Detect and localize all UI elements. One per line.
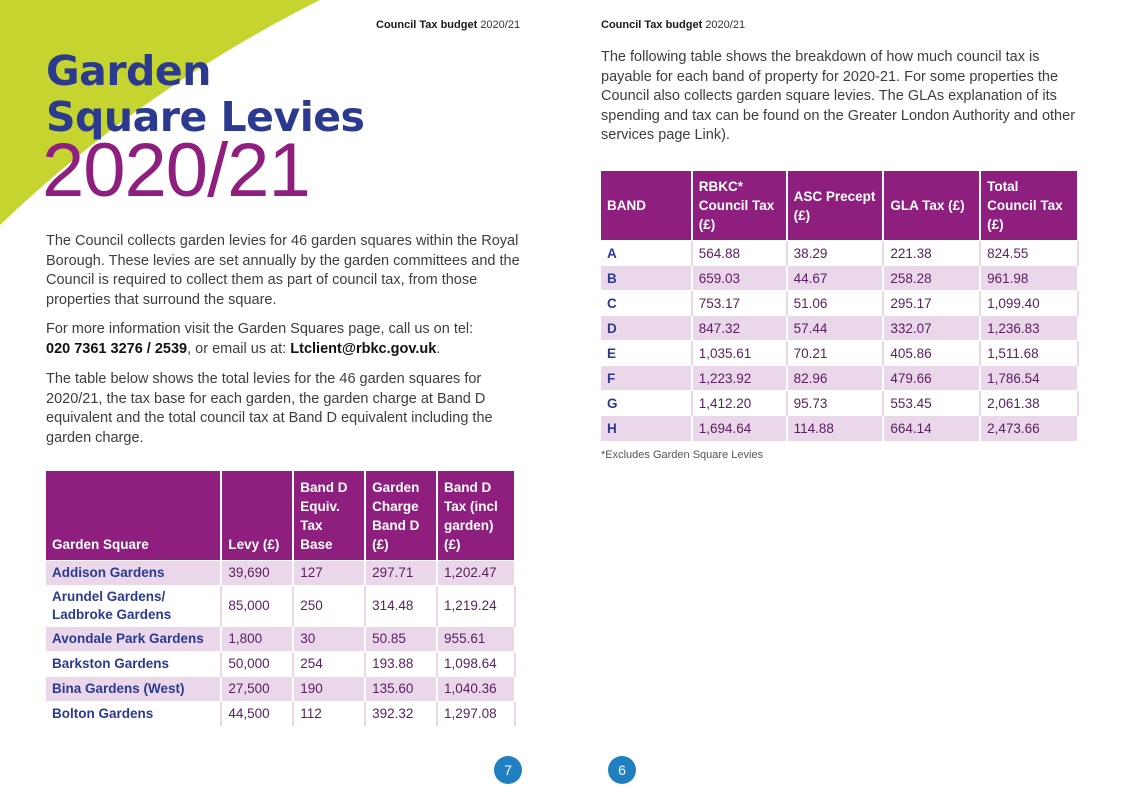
band-col-header: Total Council Tax (£) [980, 171, 1078, 241]
council-tax-band-table [601, 171, 1079, 441]
garden-col-header: Garden Charge Band D (£) [365, 471, 437, 560]
gla-tax-cell: 405.86 [883, 341, 980, 366]
contact-paragraph [46, 320, 521, 359]
asc-precept-cell: 95.73 [787, 391, 884, 416]
levy-cell: 27,500 [221, 676, 293, 701]
rbkc-tax-cell: 753.17 [692, 291, 787, 316]
total-tax-cell: 1,786.54 [980, 366, 1078, 391]
garden-col-header: Levy (£) [221, 471, 293, 560]
band-cell: F [601, 366, 692, 391]
table-row [601, 291, 1078, 316]
tax-base-cell: 30 [293, 626, 365, 651]
tax-base-cell: 127 [293, 560, 365, 585]
garden-name-cell: Bina Gardens (West) [46, 676, 221, 701]
table-row [46, 701, 515, 726]
page-number-badge-left: 7 [494, 756, 522, 784]
gla-tax-cell: 664.14 [883, 416, 980, 441]
rbkc-tax-cell: 659.03 [692, 266, 787, 291]
title-year: 2020/21 [42, 128, 310, 213]
band-cell: H [601, 416, 692, 441]
band-cell: G [601, 391, 692, 416]
band-col-header: BAND [601, 171, 692, 241]
table-row [601, 241, 1078, 266]
gla-tax-cell: 295.17 [883, 291, 980, 316]
total-tax-cell: 824.55 [980, 241, 1078, 266]
rbkc-tax-cell: 1,035.61 [692, 341, 787, 366]
page-title [46, 48, 364, 140]
table-row [46, 585, 515, 626]
contact-phone[interactable]: 020 7361 3276 / 2539 [46, 340, 188, 357]
table-row [46, 676, 515, 701]
rbkc-tax-cell: 1,412.20 [692, 391, 787, 416]
tax-base-cell: 250 [293, 585, 365, 626]
band-d-tax-cell: 955.61 [437, 626, 515, 651]
band-cell: E [601, 341, 692, 366]
garden-table-header-row [46, 471, 515, 560]
levy-cell: 44,500 [221, 701, 293, 726]
contact-mid: , or email us at: [187, 340, 291, 357]
garden-charge-cell: 135.60 [365, 676, 437, 701]
right-header-label [601, 19, 745, 31]
table-row [46, 560, 515, 585]
tax-base-cell: 112 [293, 701, 365, 726]
garden-name-cell: Avondale Park Gardens [46, 626, 221, 651]
garden-name-cell: Barkston Gardens [46, 651, 221, 676]
band-col-header: GLA Tax (£) [883, 171, 980, 241]
asc-precept-cell: 82.96 [787, 366, 884, 391]
band-d-tax-cell: 1,098.64 [437, 651, 515, 676]
total-tax-cell: 2,473.66 [980, 416, 1078, 441]
rbkc-tax-cell: 1,694.64 [692, 416, 787, 441]
total-tax-cell: 961.98 [980, 266, 1078, 291]
total-tax-cell: 2,061.38 [980, 391, 1078, 416]
asc-precept-cell: 38.29 [787, 241, 884, 266]
contact-prefix: For more information visit the Garden Squares page, call us on tel: [46, 321, 474, 337]
band-d-tax-cell: 1,297.08 [437, 701, 515, 726]
band-col-header: RBKC* Council Tax (£) [692, 171, 787, 241]
asc-precept-cell: 44.67 [787, 266, 884, 291]
footnote: *Excludes Garden Square Levies [601, 449, 764, 461]
left-header-year: 2020/21 [480, 19, 521, 31]
band-table-header-row [601, 171, 1078, 241]
garden-levies-table [46, 471, 516, 726]
band-intro-paragraph: The following table shows the breakdown of how much council tax is payable for each band of property for 2020-21. For some properties the Council also collects garden square levies. The GLAs explanation of its spending and tax can be found on the Greater London Authority and other services page Link). [601, 49, 1076, 143]
rbkc-tax-cell: 847.32 [692, 316, 787, 341]
table-row [601, 341, 1078, 366]
band-d-tax-cell: 1,219.24 [437, 585, 515, 626]
band-cell: A [601, 241, 692, 266]
garden-name-cell: Addison Gardens [46, 560, 221, 585]
table-row [601, 266, 1078, 291]
garden-charge-cell: 193.88 [365, 651, 437, 676]
total-tax-cell: 1,511.68 [980, 341, 1078, 366]
band-d-tax-cell: 1,202.47 [437, 560, 515, 585]
garden-charge-cell: 314.48 [365, 585, 437, 626]
garden-name-cell: Arundel Gardens/ Ladbroke Gardens [46, 585, 221, 626]
band-d-tax-cell: 1,040.36 [437, 676, 515, 701]
right-header-title: Council Tax budget [601, 19, 703, 31]
table-row [601, 366, 1078, 391]
gla-tax-cell: 221.38 [883, 241, 980, 266]
table-row [46, 626, 515, 651]
table-row [46, 651, 515, 676]
levy-cell: 85,000 [221, 585, 293, 626]
table-row [601, 316, 1078, 341]
table-row [601, 416, 1078, 441]
title-line-2: Square Levies [46, 93, 365, 141]
rbkc-tax-cell: 1,223.92 [692, 366, 787, 391]
gla-tax-cell: 258.28 [883, 266, 980, 291]
garden-charge-cell: 50.85 [365, 626, 437, 651]
levy-cell: 50,000 [221, 651, 293, 676]
garden-name-cell: Bolton Gardens [46, 701, 221, 726]
page-number-badge-right: 6 [608, 756, 636, 784]
levy-cell: 39,690 [221, 560, 293, 585]
garden-charge-cell: 297.71 [365, 560, 437, 585]
tax-base-cell: 190 [293, 676, 365, 701]
garden-charge-cell: 392.32 [365, 701, 437, 726]
band-cell: B [601, 266, 692, 291]
left-header-label [376, 19, 520, 31]
contact-end: . [436, 340, 441, 357]
title-line-1: Garden [46, 47, 211, 95]
asc-precept-cell: 57.44 [787, 316, 884, 341]
rbkc-tax-cell: 564.88 [692, 241, 787, 266]
right-header-year: 2020/21 [705, 19, 746, 31]
table-row [601, 391, 1078, 416]
total-tax-cell: 1,236.83 [980, 316, 1078, 341]
asc-precept-cell: 51.06 [787, 291, 884, 316]
garden-col-header: Garden Square [46, 471, 221, 560]
band-col-header: ASC Precept (£) [787, 171, 884, 241]
contact-email-link[interactable]: Ltclient@rbkc.gov.uk [290, 340, 437, 357]
gla-tax-cell: 332.07 [883, 316, 980, 341]
intro-paragraph: The Council collects garden levies for 46 garden squares within the Royal Borough. These levies are set annually by the garden committees and the Council is required to collect them as part of council tax, from those properties that surround the square. [46, 233, 520, 308]
total-tax-cell: 1,099.40 [980, 291, 1078, 316]
asc-precept-cell: 70.21 [787, 341, 884, 366]
garden-col-header: Band D Tax (incl garden) (£) [437, 471, 515, 560]
band-cell: D [601, 316, 692, 341]
tax-base-cell: 254 [293, 651, 365, 676]
gla-tax-cell: 479.66 [883, 366, 980, 391]
left-header-title: Council Tax budget [376, 19, 478, 31]
garden-col-header: Band D Equiv. Tax Base [293, 471, 365, 560]
asc-precept-cell: 114.88 [787, 416, 884, 441]
table-description-paragraph: The table below shows the total levies for the 46 garden squares for 2020/21, the tax base for each garden, the garden charge at Band D equivalent and the total council tax at Band D equivalent including the garden charge. [46, 371, 493, 446]
levy-cell: 1,800 [221, 626, 293, 651]
gla-tax-cell: 553.45 [883, 391, 980, 416]
band-cell: C [601, 291, 692, 316]
